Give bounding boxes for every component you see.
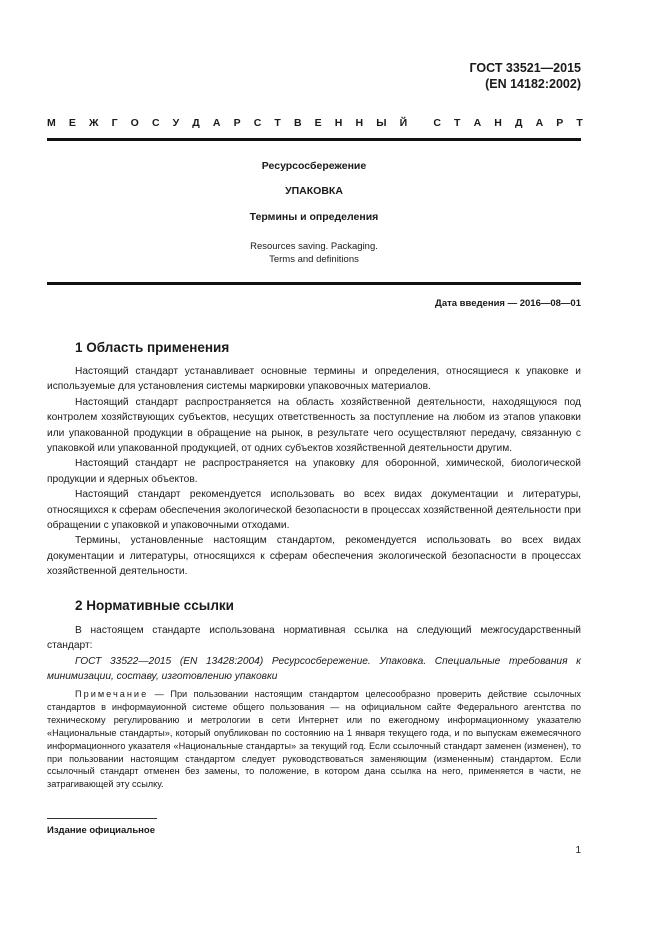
- introduction-date: Дата введения — 2016—08—01: [435, 298, 581, 309]
- footer-divider: [47, 818, 157, 819]
- banner-letter: С: [433, 117, 441, 129]
- interstate-standard-banner: [47, 117, 583, 129]
- note-text: — При пользовании настоящим стандартом целесообразно проверить действие ссылочных стандартов в информауионной системе общего пользования — на официальном сайте Федерального агентства по техническому регулированию и метрологии в сети Интернет или по ежегодному информационному указателю «Национальные стандарты», который опубликован по состоянию на 1 января текущего года, и по выпускам ежемесячного информационного указателя «Национальные стандарты» за текущий год. Если ссылочный стандарт заменен (изменен), то при пользовании настоящим стандартом следует руководствоваться заменяющим (измененным) стандартом. Если ссылочный стандарт отменен без замены, то положение, в котором дана ссылка на него, применяется в части, не затрагивающей эту ссылку.: [47, 689, 581, 790]
- banner-letter: Р: [556, 117, 564, 129]
- banner-letter: Н: [494, 117, 502, 129]
- english-title-line: Terms and definitions: [269, 254, 359, 265]
- note-paragraph: [47, 688, 581, 791]
- header-divider: [47, 138, 581, 141]
- banner-letter: Г: [111, 117, 118, 129]
- banner-letter: Н: [334, 117, 343, 129]
- normative-reference-item: ГОСТ 33522—2015 (EN 13428:2004) Ресурсосбережение. Упаковка. Специальные требования к минимизации, составу, изготовлению упаковки: [47, 655, 581, 683]
- page-number: 1: [575, 845, 581, 856]
- banner-letter: Е: [314, 117, 322, 129]
- section-heading-scope: 1 Область применения: [75, 340, 230, 355]
- banner-letter: Н: [355, 117, 364, 129]
- banner-letter: Й: [399, 117, 408, 129]
- banner-letter: А: [212, 117, 221, 129]
- note-label: Примечание: [75, 689, 149, 699]
- banner-letter: М: [47, 117, 56, 129]
- note-block: [47, 688, 581, 791]
- banner-letter: А: [473, 117, 482, 129]
- paragraph: Термины, установленные настоящим стандартом, рекомендуется использовать во всех видах документации и литературы, относящихся к сферам обеспечения экологической безопасности в процессах хозяйственной деятельности.: [47, 535, 581, 578]
- title-resource-saving: Ресурсосбережение: [261, 160, 367, 172]
- standard-number: ГОСТ 33521—2015: [469, 61, 581, 75]
- banner-letter: Т: [274, 117, 281, 129]
- banner-letter: Р: [233, 117, 241, 129]
- banner-letter: С: [151, 117, 160, 129]
- banner-letter: О: [130, 117, 139, 129]
- banner-letter: Ж: [88, 117, 99, 129]
- english-title-line: Resources saving. Packaging.: [250, 241, 378, 252]
- title-packaging: УПАКОВКА: [285, 185, 343, 197]
- section-body-normative-references: [47, 623, 581, 685]
- banner-letter: Ы: [376, 117, 387, 129]
- en-reference-number: (EN 14182:2002): [485, 77, 581, 91]
- paragraph: Настоящий стандарт распространяется на область хозяйственной деятельности, находящуюся под контролем хозяйствующих субъектов, несущих ответственность за поступление на любом из этапов упаковки или упакованной продукции в обращение на рынок, в результате чего осуществляют передачу, связанную с упаковкой или упакованной продукцией, от одних субъектов хозяйственной деятельности другим.: [47, 396, 581, 455]
- paragraph: Настоящий стандарт рекомендуется использовать во всех видах документации и литературы, относящихся к сферам обеспечения экологической безопасности в процессах хозяйственной деятельности при обращении с упаковкой и упаковочными отходами.: [47, 489, 581, 532]
- paragraph: В настоящем стандарте использована нормативная ссылка на следующий межгосударственный стандарт:: [47, 625, 581, 652]
- paragraph: Настоящий стандарт не распространяется на упаковку для оборонной, химической, биологической продукции и ядерных объектов.: [47, 458, 581, 485]
- banner-letter: Д: [192, 117, 200, 129]
- standard-number-block: [469, 60, 581, 92]
- banner-letter: В: [293, 117, 302, 129]
- paragraph: Настоящий стандарт устанавливает основные термины и определения, относящиеся к упаковке и используемые для установления системы маркировки упаковочных материалов.: [47, 366, 581, 393]
- banner-letter: У: [172, 117, 180, 129]
- banner-letter: Т: [454, 117, 461, 129]
- section-body-scope: [47, 364, 581, 580]
- banner-letter: Д: [514, 117, 523, 129]
- english-title: [47, 240, 581, 266]
- section-heading-normative-references: 2 Нормативные ссылки: [75, 598, 234, 613]
- banner-letter: С: [253, 117, 262, 129]
- banner-letter: Е: [68, 117, 76, 129]
- title-terms: Термины и определения: [249, 211, 379, 223]
- banner-letter: Т: [576, 117, 583, 129]
- title-divider: [47, 282, 581, 285]
- official-edition-label: Издание официальное: [47, 825, 155, 836]
- banner-letter: А: [535, 117, 544, 129]
